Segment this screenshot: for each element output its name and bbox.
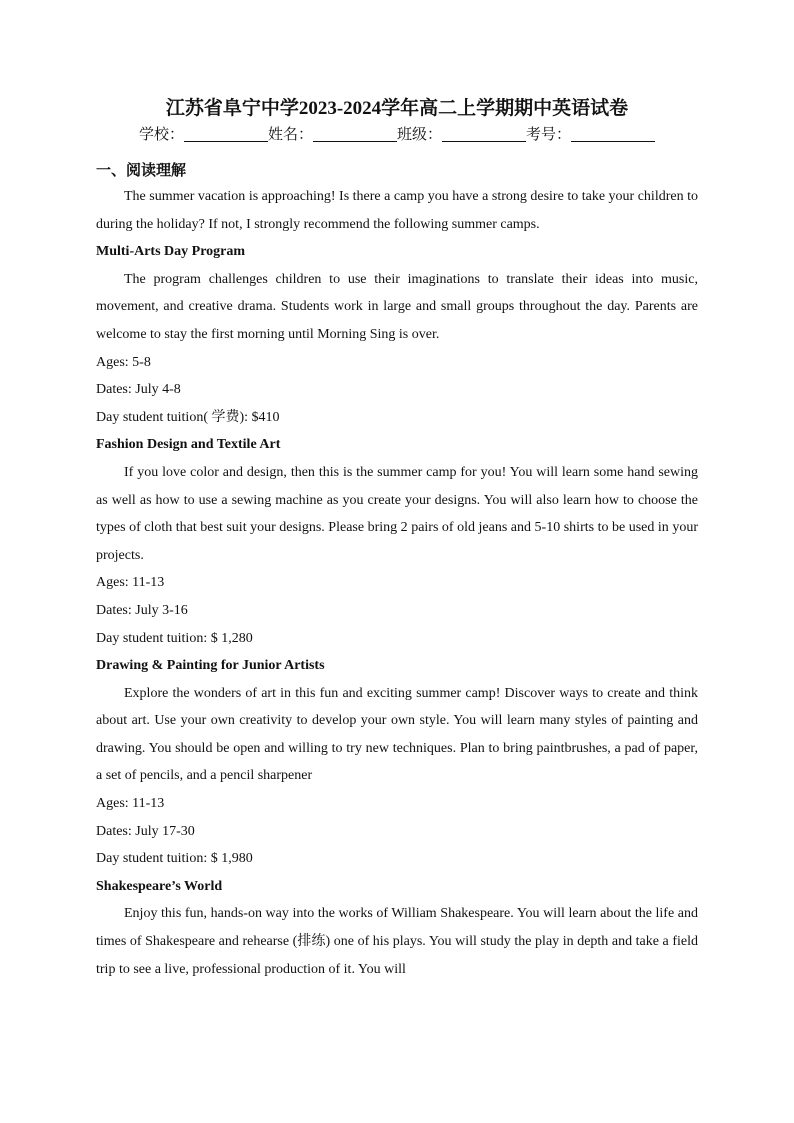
class-blank[interactable] xyxy=(442,125,526,142)
camp-description: If you love color and design, then this is the summer camp for you! You will learn some hand sewing as well as how to use a sewing machine as you create your designs. You will also learn how to choose the types of cloth that best suit your designs. Please bring 2 pairs of old jeans and 5-10 shirts to be used in your projects. xyxy=(96,464,698,563)
exam-number-blank[interactable] xyxy=(571,125,655,142)
camp-ages: Ages: 11-13 xyxy=(96,796,165,812)
student-info-line xyxy=(96,124,698,146)
exam-number-label: 考号： xyxy=(526,127,572,143)
camp-ages: Ages: 5-8 xyxy=(96,354,151,370)
camp-description: The program challenges children to use their imaginations to translate their ideas into music, movement, and creative drama. Students work in large and small groups throughout the day. Parents are welcome to stay the first morning until Morning Sing is over. xyxy=(96,271,698,342)
camp-name: Drawing & Painting for Junior Artists xyxy=(96,658,325,674)
camp-name: Shakespeare’s World xyxy=(96,878,223,894)
camp-shakespeare xyxy=(96,873,698,983)
camp-name: Fashion Design and Textile Art xyxy=(96,437,281,453)
camp-drawing-painting xyxy=(96,652,698,873)
camp-fashion-design xyxy=(96,431,698,652)
camp-tuition: Day student tuition( 学费): $410 xyxy=(96,409,280,425)
school-blank[interactable] xyxy=(184,125,268,142)
name-label: 姓名： xyxy=(267,127,313,143)
class-label: 班级： xyxy=(397,127,443,143)
camp-dates: Dates: July 3-16 xyxy=(96,602,188,618)
camp-description: Explore the wonders of art in this fun and exciting summer camp! Discover ways to create and think about art. Use your own creativity to develop your own style. You will learn many styles of painting and drawing. You should be open and willing to try new techniques. Plan to bring paintbrushes, a pad of paper, a set of pencils, and a pencil sharpener xyxy=(96,685,698,784)
camp-description: Enjoy this fun, hands-on way into the works of William Shakespeare. You will learn about the life and times of Shakespeare and rehearse (排练) one of his plays. You will study the play in depth and take a field trip to see a live, professional production of it. You will xyxy=(96,906,698,977)
camp-dates: Dates: July 17-30 xyxy=(96,823,195,839)
camp-tuition: Day student tuition: $ 1,280 xyxy=(96,630,253,646)
camp-tuition: Day student tuition: $ 1,980 xyxy=(96,851,253,867)
camp-name: Multi-Arts Day Program xyxy=(96,244,246,260)
school-label: 学校： xyxy=(138,127,184,143)
camp-multi-arts xyxy=(96,238,698,431)
name-blank[interactable] xyxy=(313,125,397,142)
document-page xyxy=(96,96,698,983)
intro-paragraph: The summer vacation is approaching! Is there a camp you have a strong desire to take your children to during the holiday? If not, I strongly recommend the following summer camps. xyxy=(96,189,698,232)
camp-dates: Dates: July 4-8 xyxy=(96,382,181,398)
section-title: 一、阅读理解 xyxy=(96,163,187,179)
camp-ages: Ages: 11-13 xyxy=(96,575,165,591)
exam-title: 江苏省阜宁中学2023-2024学年高二上学期期中英语试卷 xyxy=(165,98,629,119)
